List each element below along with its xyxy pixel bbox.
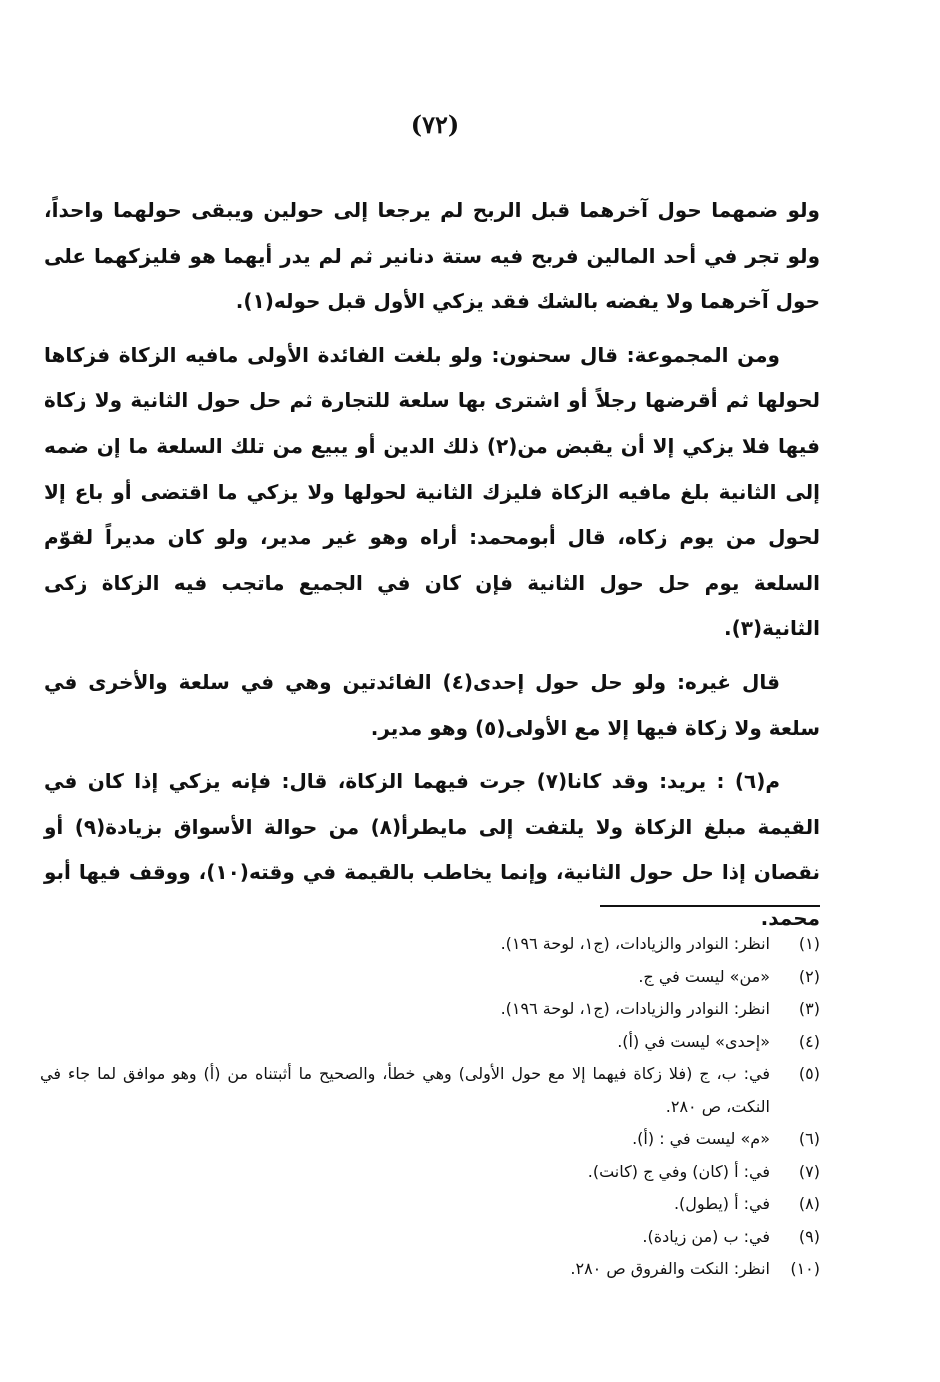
- footnote: [40, 1156, 820, 1189]
- footnote: [40, 1026, 820, 1059]
- footnote-text: في: أ (كان) وفي ج (كانت).: [587, 1161, 770, 1181]
- footnote-number: (٤): [798, 1031, 820, 1051]
- footnote: [40, 961, 820, 994]
- footnote-number: (٨): [798, 1194, 820, 1213]
- paragraph: ومن المجموعة: قال سحنون: ولو بلغت الفائدة الأولى مافيه الزكاة فزكاها لحولها ثم أقرضها رجلاً أو اشترى بها سلعة للتجارة ثم حل حول الثانية ولا زكاة فيها فلا يزكي إلا أن يقبض من(٢) ذلك الدين أو يبيع من تلك السلعة ما إن ضمه إلى الثانية بلغ مافيه الزكاة فليزك الثانية لحولها ولا يزكي ما اقتضى أو باع إلا لحول من يوم زكاه، قال أبومحمد: أراه وهو غير مدير، ولو كان مديراً لقوّم السلعة يوم حل حول الثانية فإن كان في الجميع ماتجب فيه الزكاة زكى الثانية(٣).: [44, 342, 820, 641]
- footnote: [40, 1123, 820, 1156]
- footnote-text: «م» ليست في : (أ).: [632, 1129, 770, 1148]
- footnote-text: انظر: النوادر والزيادات، (ج١، لوحة ١٩٦).: [500, 999, 770, 1018]
- paragraph: ولو ضمهما حول آخرهما قبل الربح لم يرجعا إلى حولين ويبقى حولهما واحداً، ولو تجر في أحد المالين فربح فيه ستة دنانير ثم لم يدر أيهما هو فليزكهما على حول آخرهما ولا يفضه بالشك فقد يزكي الأول قبل حوله(١).: [44, 198, 820, 314]
- footnote-number: (١): [798, 934, 820, 953]
- footnote-number: (٥): [798, 1064, 820, 1083]
- footnote: [40, 1188, 820, 1221]
- page-number: (٧٢): [410, 110, 460, 139]
- footnote: [40, 1058, 820, 1123]
- footnote-text: «من» ليست في ج.: [638, 966, 770, 986]
- footnote: [40, 993, 820, 1026]
- footnote-number: (٧): [798, 1161, 820, 1181]
- footnote-text: في: ب (من زيادة).: [642, 1226, 770, 1246]
- footnote-number: (٣): [798, 999, 820, 1018]
- footnote-number: (٢): [798, 966, 820, 986]
- footnote-text: انظر: النكت والفروق ص ٢٨٠.: [570, 1259, 770, 1278]
- footnote-text: في: أ (يطول).: [673, 1194, 770, 1213]
- footnote-text: انظر: النوادر والزيادات، (ج١، لوحة ١٩٦).: [500, 934, 770, 953]
- footnote: [40, 1221, 820, 1254]
- footnote-text: «إحدى» ليست في (أ).: [617, 1031, 770, 1051]
- footnote: [40, 928, 820, 961]
- footnote-number: (٩): [798, 1226, 820, 1246]
- footnote-text: في: ب، ج (فلا زكاة فيهما إلا مع حول الأولى) وهي خطأ، والصحيح ما أثبتناه من (أ) وهو موافق لما جاء في النكت، ص ٢٨٠.: [40, 1064, 770, 1116]
- footnote: [40, 1253, 820, 1286]
- main-text: [44, 188, 820, 950]
- footnote-number: (١٠): [790, 1259, 820, 1278]
- footnote-separator: [600, 905, 820, 907]
- footnotes: [40, 928, 820, 1286]
- footnote-number: (٦): [798, 1129, 820, 1148]
- paragraph: قال غيره: ولو حل حول إحدى(٤) الفائدتين وهي في سلعة والأخرى في سلعة ولا زكاة فيها إلا مع الأولى(٥) وهو مدير.: [44, 669, 820, 740]
- paragraph: م(٦) : يريد: وقد كانا(٧) جرت فيهما الزكاة، قال: فإنه يزكي إذا كان في القيمة مبلغ الزكاة ولا يلتفت إلى مايطرأ(٨) من حوالة الأسواق بزيادة(٩) أو نقصان إذا حل حول الثانية، وإنما يخاطب بالقيمة في وقته(١٠)، ووقف فيها أبو محمد.: [44, 769, 821, 930]
